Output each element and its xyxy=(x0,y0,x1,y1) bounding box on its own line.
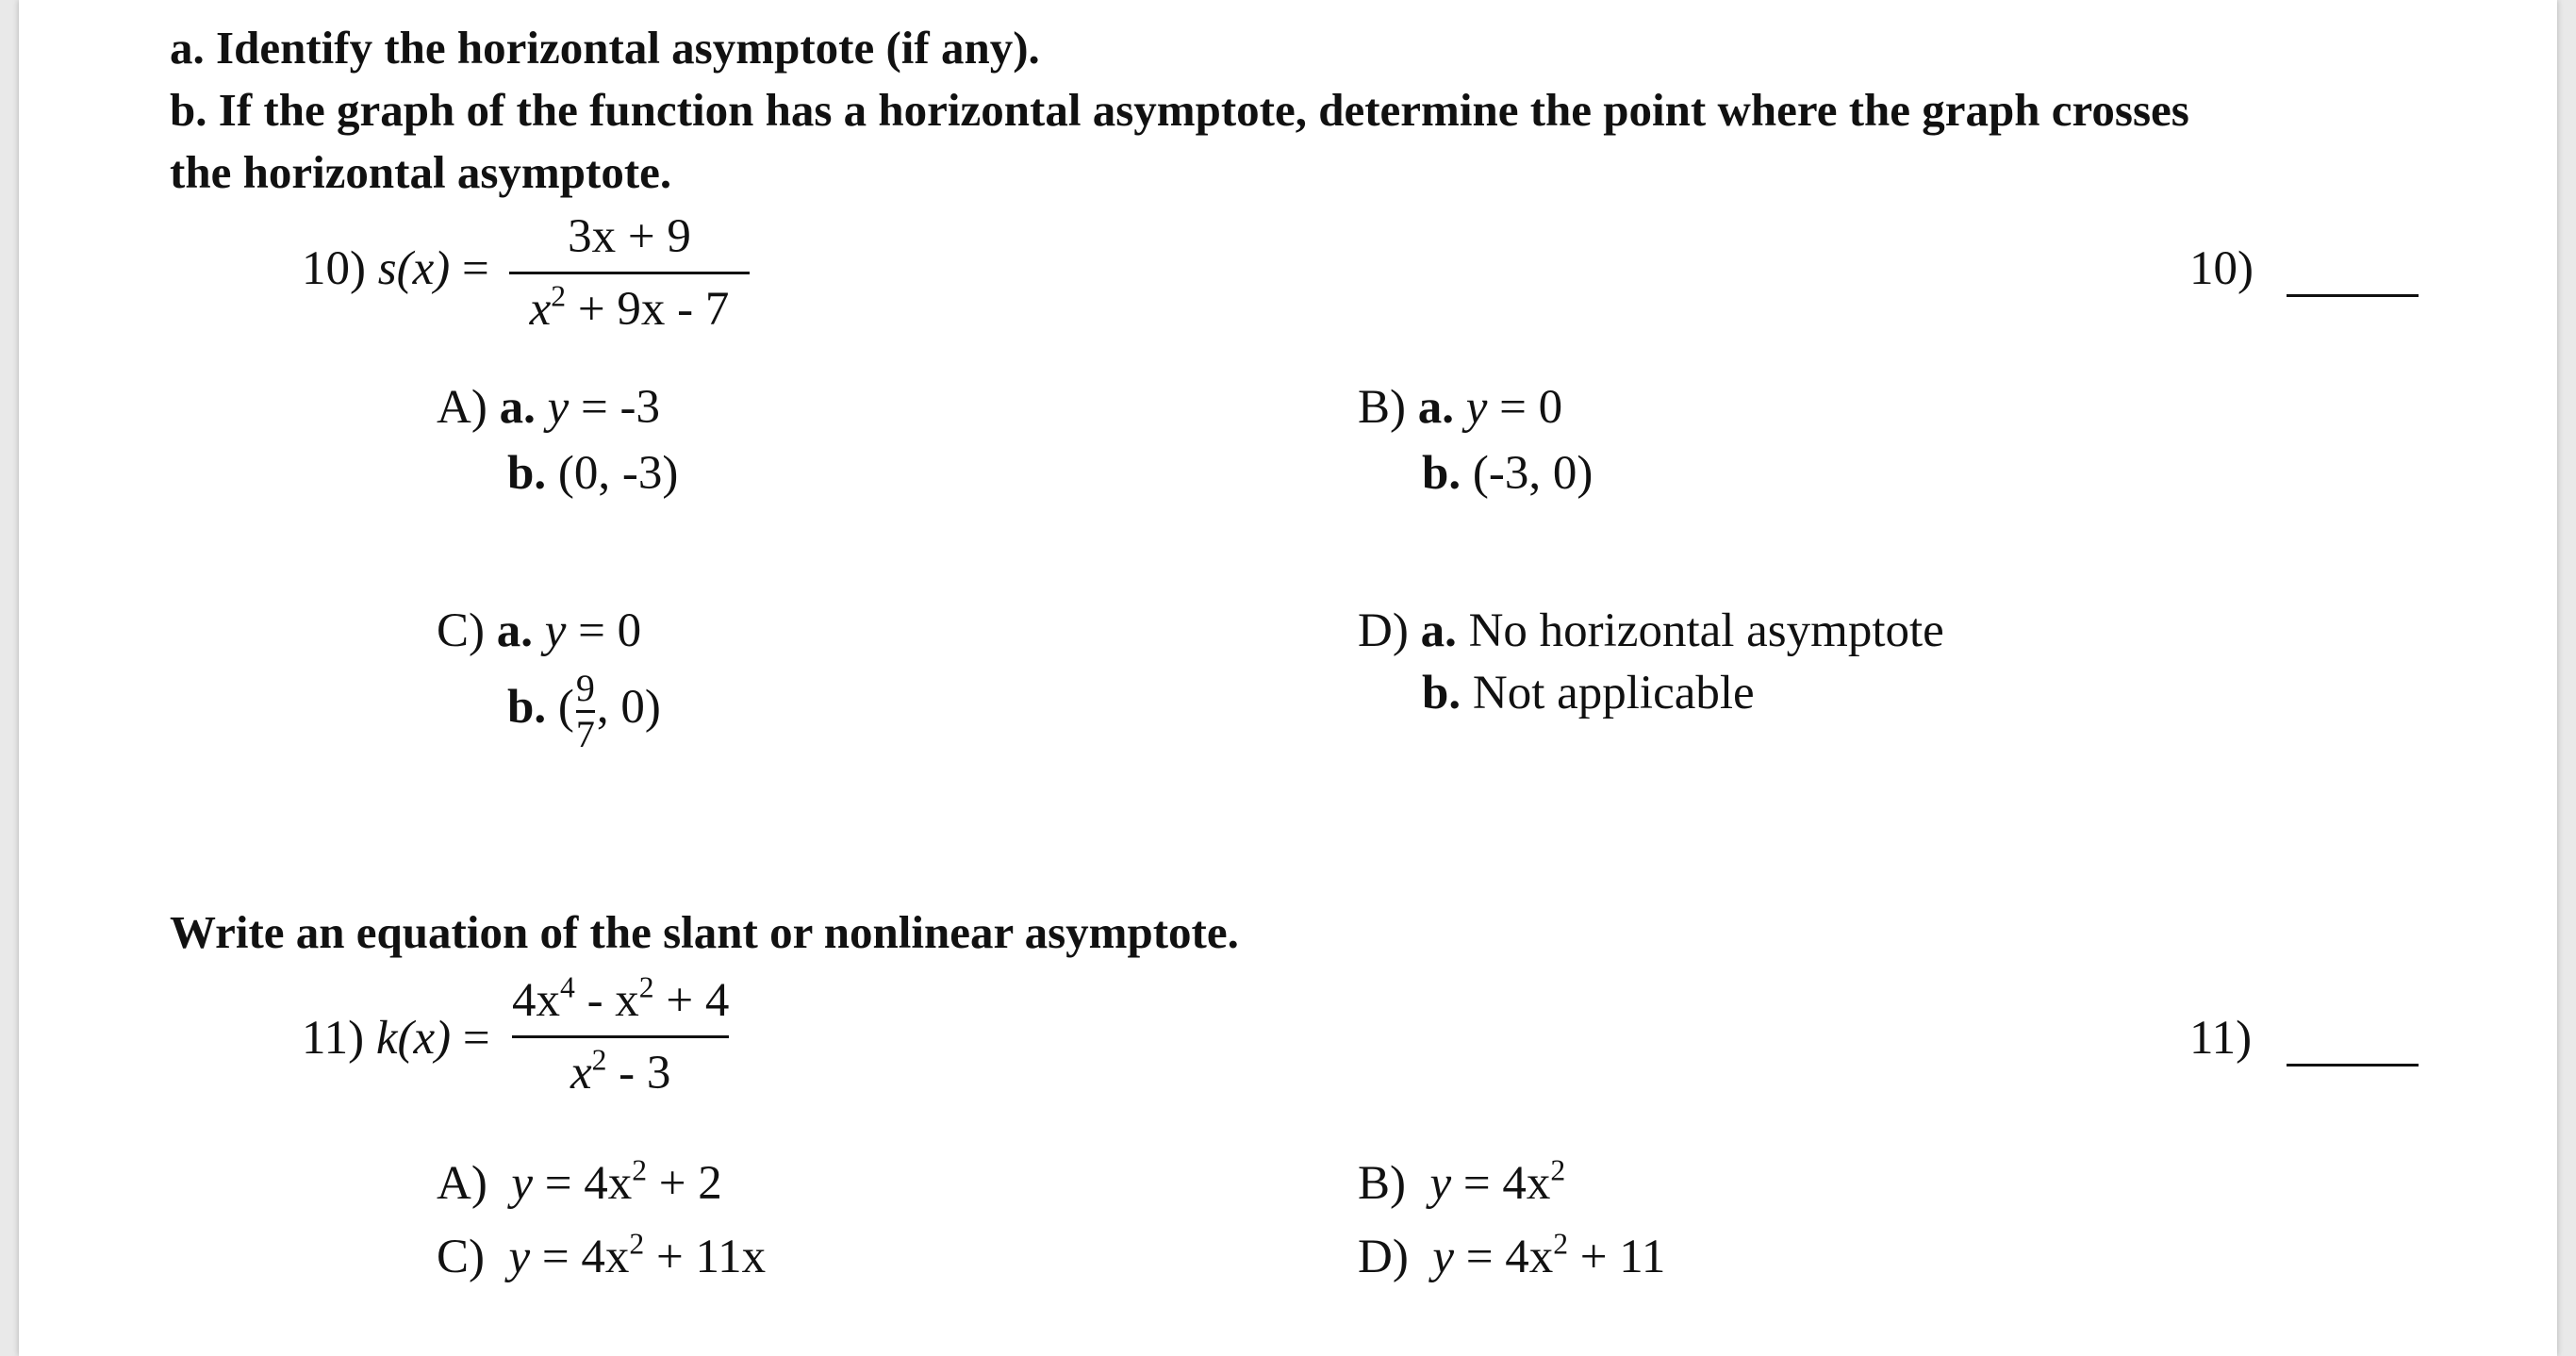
q10-function-name: s(x) xyxy=(377,242,451,295)
q11-choice-b[interactable]: B) $y = 4x^2$ xyxy=(1358,1153,1566,1210)
q10-denominator: $x^2 + 9x - 7$ xyxy=(529,279,730,336)
q11-answer-blank[interactable] xyxy=(2287,1064,2419,1067)
q11-number: 11) xyxy=(302,1012,365,1065)
q10-choice-d-line2: b. Not applicable xyxy=(1422,667,1755,719)
q10-numerator: 3x + 9 xyxy=(568,210,691,263)
q10-equals: = xyxy=(461,242,489,295)
q11-lhs xyxy=(302,1011,490,1066)
q11-choice-c[interactable]: C) $y = 4x^2 + 11x$ xyxy=(437,1227,767,1283)
q10-choice-c-line1[interactable]: C) a. y = 0 xyxy=(437,604,642,657)
q10-choice-c-fraction: $\frac{9}{7}$ xyxy=(575,667,595,755)
q10-fraction xyxy=(509,209,750,337)
q10-choice-c-line2: b. ( $\frac{9}{7}$ , 0) xyxy=(507,667,661,755)
q10-choice-d-line1[interactable]: D) a. No horizontal asymptote xyxy=(1358,604,1944,657)
q11-equals: = xyxy=(462,1012,490,1065)
q11-numerator: $4x^4 - x^2 + 4$ xyxy=(512,970,730,1027)
q11-fraction xyxy=(512,970,730,1100)
q10-choice-a-line2: b. (0, -3) xyxy=(507,447,679,500)
q10-answer-label: 10) xyxy=(2189,242,2254,295)
q10-choice-a-line1[interactable]: A) a. y = -3 xyxy=(437,381,660,434)
q11-denominator: $x^2 - 3$ xyxy=(570,1043,671,1100)
instruction-a: a. Identify the horizontal asymptote (if any). xyxy=(170,22,1040,74)
worksheet-page xyxy=(19,0,2557,1356)
q11-function-name: k(x) xyxy=(375,1012,452,1065)
instruction-b-line2: the horizontal asymptote. xyxy=(170,146,672,198)
q11-choice-d[interactable]: D) $y = 4x^2 + 11$ xyxy=(1358,1227,1666,1283)
q10-choice-b-line2: b. (-3, 0) xyxy=(1422,447,1593,500)
q10-choice-b-line1[interactable]: B) a. y = 0 xyxy=(1358,381,1563,434)
section2-heading: Write an equation of the slant or nonlinear asymptote. xyxy=(170,906,1239,958)
q10-answer-blank[interactable] xyxy=(2287,294,2419,297)
q11-answer-label: 11) xyxy=(2189,1012,2253,1065)
instruction-b-line1: b. If the graph of the function has a horizontal asymptote, determine the point where the graph crosses xyxy=(170,84,2189,136)
q10-number: 10) xyxy=(302,242,366,295)
q10-lhs xyxy=(302,241,489,296)
q11-choice-a[interactable]: A) $y = 4x^2 + 2$ xyxy=(437,1153,722,1210)
